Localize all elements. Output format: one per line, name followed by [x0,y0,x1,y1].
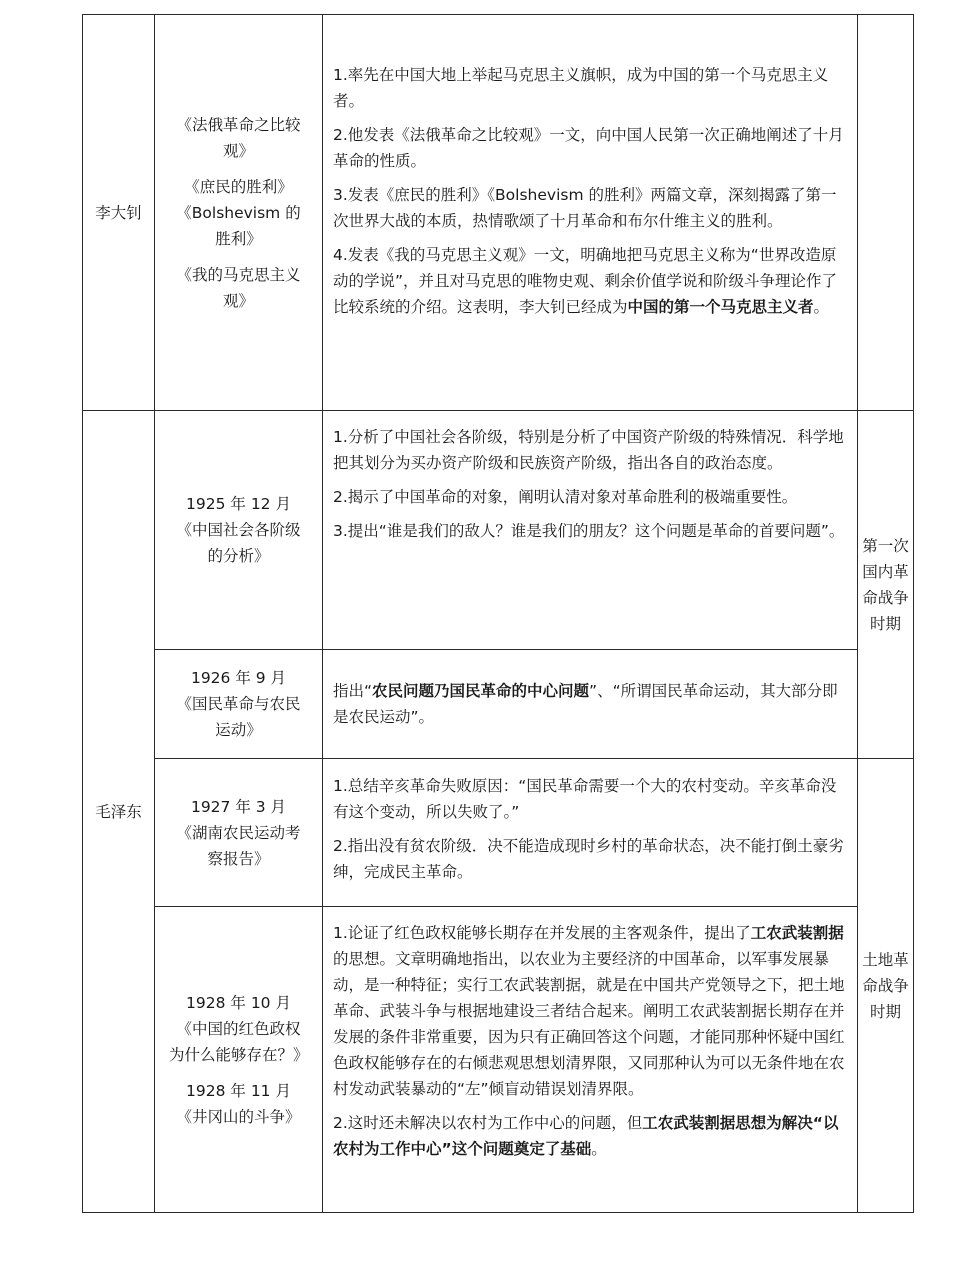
person-name: 李大钊 [95,203,142,222]
work-title: 《庶民的胜利》《Bolshevism 的胜利》 [176,177,301,248]
work-date: 1928 年 10 月 [186,993,291,1012]
work-title: 《中国的红色政权为什么能够存在？》 [169,1019,309,1064]
content-point-1: 1.率先在中国大地上举起马克思主义旗帜，成为中国的第一个马克思主义者。 [333,66,829,110]
work-1925 [155,411,322,649]
person-name: 毛泽东 [95,802,142,821]
content-1926 [323,678,857,738]
content-point-2: 2.揭示了中国革命的对象，阐明认清对象对革命胜利的极端重要性。 [333,488,798,506]
work-date: 1926 年 9 月 [190,669,287,687]
work-title: 《中国社会各阶级的分析》 [176,521,301,565]
work-1927 [155,759,322,906]
content-point-3: 3.提出“谁是我们的敌人？谁是我们的朋友？这个问题是革命的首要问题”。 [333,522,845,540]
work-date-title-1 [169,990,308,1068]
right-border [913,14,914,1213]
content-point-2: 2.指出没有贫农阶级．决不能造成现时乡村的革命状态，决不能打倒土豪劣绅，完成民主革命。 [333,837,844,881]
content-li-dazhao [323,62,857,328]
period-label: 土地革命战争时期 [862,950,909,1021]
content-point-1: 1.论证了红色政权能够长期存在并发展的主客观条件，提出了工农武装割据的思想。文章明确地指出，以农业为主要经济的中国革命，以军事发展暴动，是一种特征；实行工农武装割据，就是在中国共产党领导之下，把土地革命、武装斗争与根据地建设三者结合起来。阐明工农武装割据长期存在并发展的条件非常重要，因为只有正确回答这个问题，才能同那种怀疑中国红色政权能够存在的右倾悲观思想划清界限，又同那种认为可以无条件地在农村发动武装暴动的“左”倾盲动错误划清界限。 [333,924,845,1098]
content-1928 [323,920,857,1170]
work-title: 《我的马克思主义观》 [176,265,301,310]
emphasis: 工农武装割据思想为解决“以农村为工作中心”这个问题奠定了基础 [333,1114,839,1158]
work-title: 《法俄革命之比较观》 [176,115,301,160]
content-1927 [323,773,857,893]
work-title: 《国民革命与农民运动》 [176,695,301,739]
person-li-dazhao [83,15,154,410]
work-title: 《湖南农民运动考察报告》 [176,823,301,868]
emphasis: 中国的第一个马克思主义者 [627,298,814,316]
work-date: 1927 年 3 月 [190,797,287,816]
content-1925 [323,424,857,552]
period-first-revolution [858,411,913,758]
bottom-border [82,1212,913,1213]
content-point-1: 1.分析了中国社会各阶级，特别是分析了中国资产阶级的特殊情况．科学地把其划分为买办资产阶级和民族资产阶级，指出各自的政治态度。 [333,428,844,472]
emphasis: 工农武装割据 [750,924,844,942]
work-date-title-2 [176,1078,300,1130]
work-1926 [155,650,322,758]
emphasis: 农民问题乃国民革命的中心问题 [372,682,590,700]
content-point-2: 2.他发表《法俄革命之比较观》一文，向中国人民第一次正确地阐述了十月革命的性质。 [333,126,844,170]
period-land-revolution [858,759,913,1212]
person-mao-zedong [83,411,154,1212]
content-point: 指出“农民问题乃国民革命的中心问题”、“所谓国民革命运动，其大部分即是农民运动”。 [333,682,838,726]
work-1928 [155,907,322,1212]
content-point-1: 1.总结辛亥革命失败原因：“国民革命需要一个大的农村变动。辛亥革命没有这个变动，所以失败了。” [333,777,837,821]
content-point-3: 3.发表《庶民的胜利》《Bolshevism 的胜利》两篇文章，深刻揭露了第一次世界大战的本质，热情歌颂了十月革命和布尔什维主义的胜利。 [333,186,837,230]
work-date: 1928 年 11 月 [186,1081,291,1100]
period-label: 第一次国内革命战争时期 [862,536,909,633]
work-date: 1925 年 12 月 [186,495,291,513]
works-li-dazhao [155,15,322,410]
work-title: 《井冈山的斗争》 [176,1107,301,1126]
content-point-2: 2.这时还未解决以农村为工作中心的问题，但工农武装割据思想为解决“以农村为工作中心”这个问题奠定了基础。 [333,1114,839,1158]
content-point-4: 4.发表《我的马克思主义观》一文，明确地把马克思主义称为“世界改造原动的学说”，并且对马克思的唯物史观、剩余价值学说和阶级斗争理论作了比较系统的介绍。这表明，李大钊已经成为中国的第一个马克思主义者。 [333,246,838,316]
